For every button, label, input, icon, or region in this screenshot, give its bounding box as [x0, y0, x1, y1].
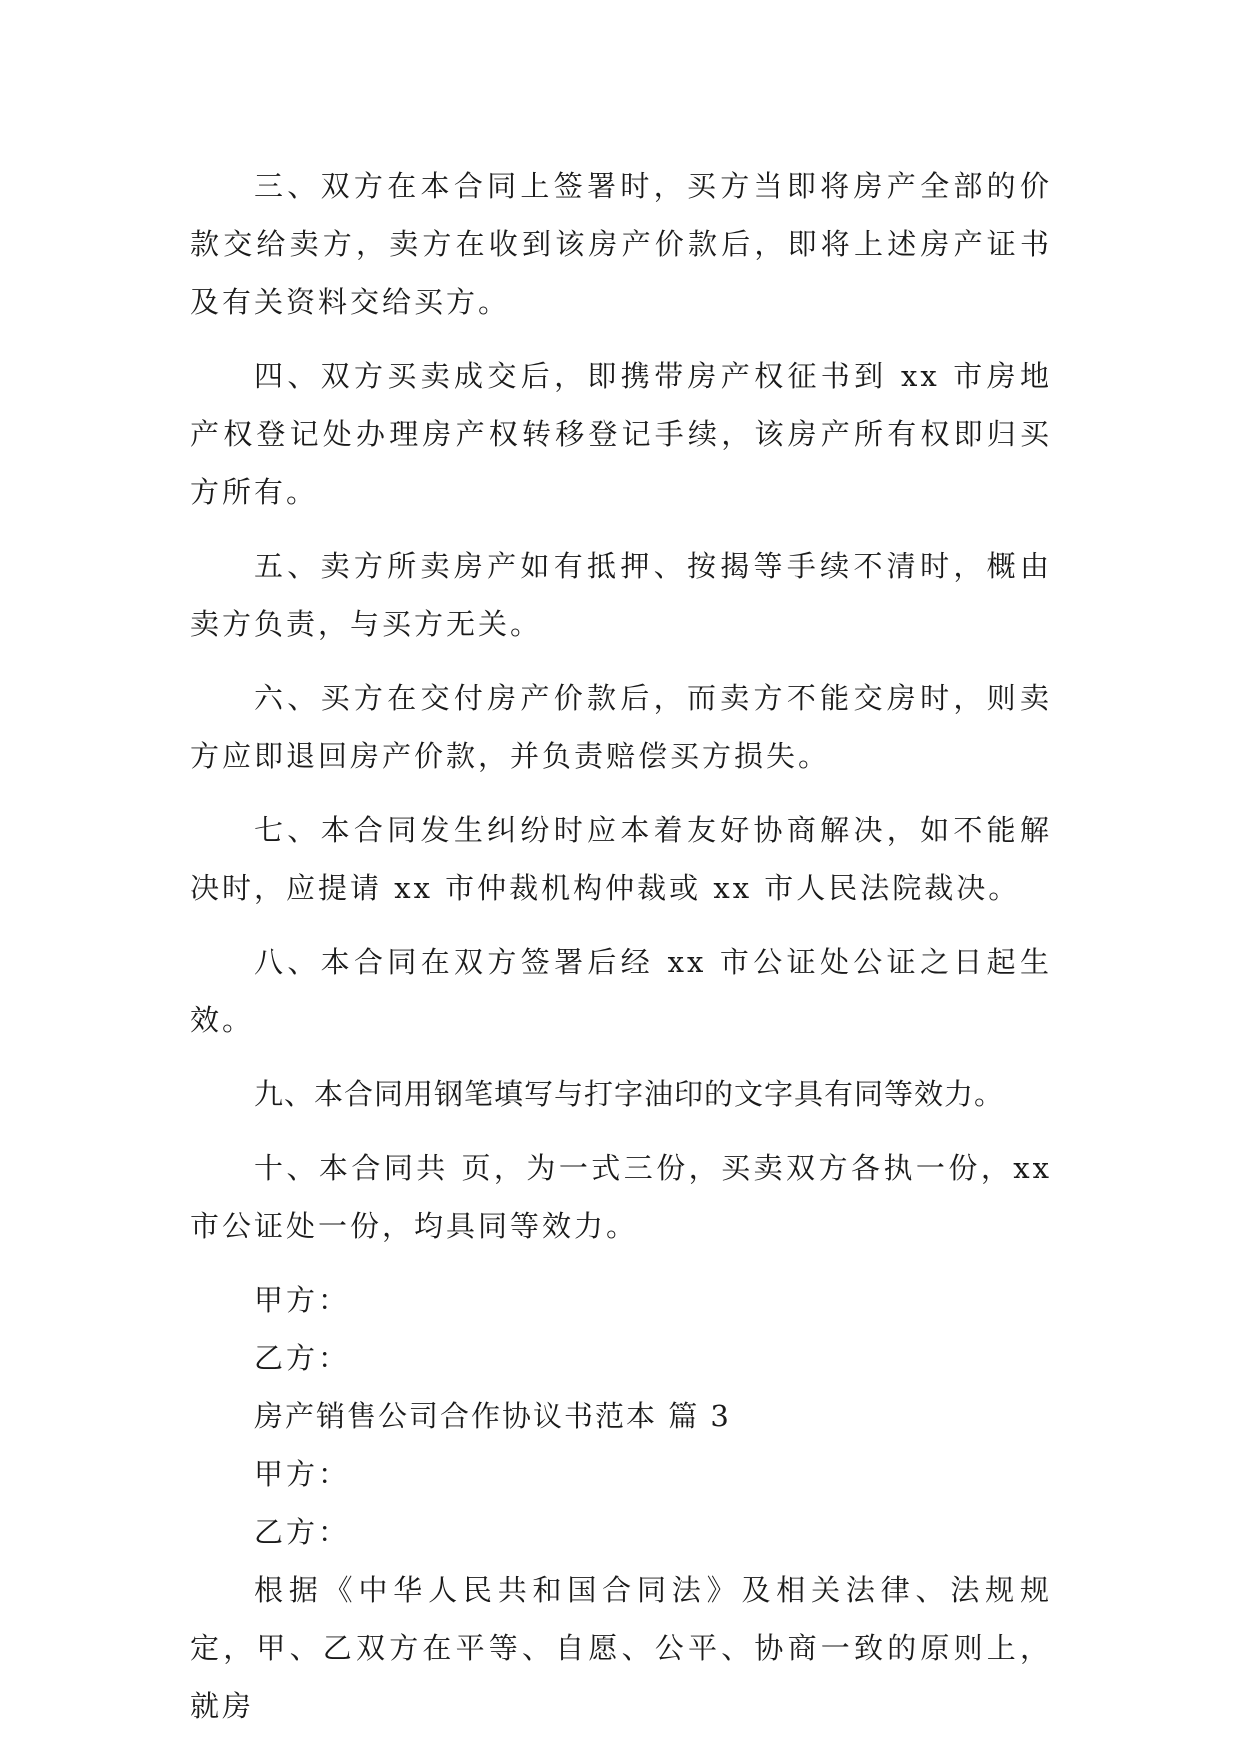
party-b-label: 乙方：: [254, 1341, 351, 1375]
party-b-label-2: 乙方：: [254, 1515, 351, 1549]
clause-3: 三、双方在本合同上签署时，买方当即将房产全部的价款交给卖方，卖方在收到该房产价款后，即将上述房产证书及有关资料交给买方。: [190, 169, 1052, 319]
party-a-label: 甲方：: [254, 1283, 351, 1317]
clause-6: 六、买方在交付房产价款后，而卖方不能交房时，则卖方应即退回房产价款，并负责赔偿买方损失。: [190, 681, 1052, 773]
clause-4: 四、双方买卖成交后，即携带房产权征书到 xx 市房地产权登记处办理房产权转移登记手续，该房产所有权即归买方所有。: [190, 359, 1052, 509]
document-page: [190, 157, 1052, 1751]
clause-9: 九、本合同用钢笔填写与打字油印的文字具有同等效力。: [254, 1077, 1005, 1111]
clause-8: 八、本合同在双方签署后经 xx 市公证处公证之日起生效。: [190, 945, 1052, 1037]
section-title: 房产销售公司合作协议书范本 篇 3: [254, 1399, 731, 1433]
closing-paragraph: 根据《中华人民共和国合同法》及相关法律、法规规定，甲、乙双方在平等、自愿、公平、协商一致的原则上，就房: [190, 1573, 1052, 1723]
clause-7: 七、本合同发生纠纷时应本着友好协商解决，如不能解决时，应提请 xx 市仲裁机构仲裁或 xx 市人民法院裁决。: [190, 813, 1052, 905]
clause-5: 五、卖方所卖房产如有抵押、按揭等手续不清时，概由卖方负责，与买方无关。: [190, 549, 1052, 641]
clause-10: 十、本合同共 页，为一式三份，买卖双方各执一份，xx 市公证处一份，均具同等效力。: [190, 1151, 1052, 1243]
party-a-label-2: 甲方：: [254, 1457, 351, 1491]
